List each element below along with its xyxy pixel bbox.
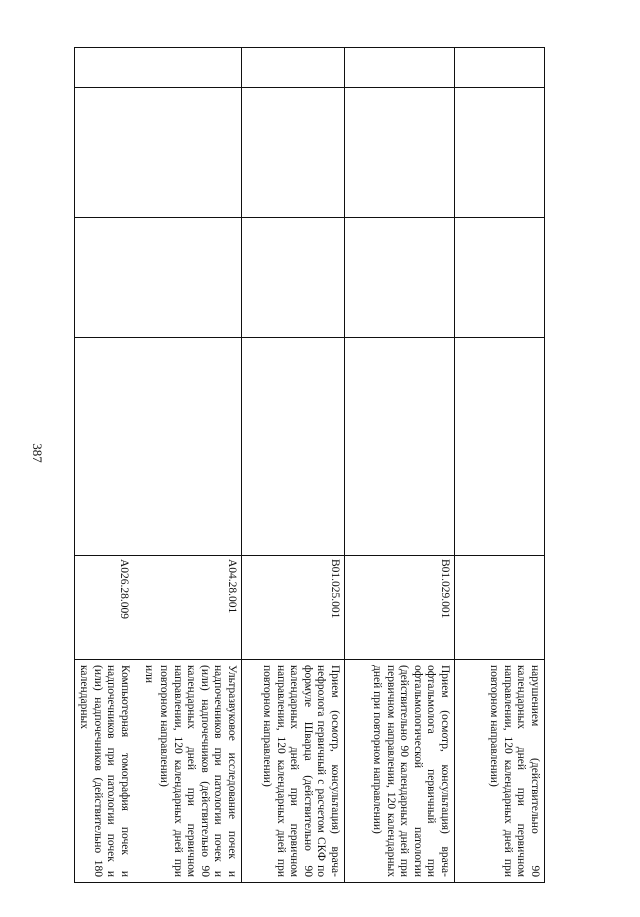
page-number: 387 — [30, 443, 45, 463]
service-code: A026.28.009 — [118, 559, 130, 620]
column-divider — [74, 555, 545, 556]
service-description: Прием (осмотр, консультация) врача-офтальмолога первичный при офтальмологической патологии (действительно 90 календарных дней при первичном направлении, 120 календарных дней при повторном направлении) — [371, 665, 451, 877]
column-divider — [74, 337, 545, 338]
or-label: или — [143, 665, 155, 684]
service-description: Прием (осмотр, консультация) врача-нефролога первичный с расчетом СКФ по формуле Шварца (действительно 90 календарных дней при первичном направлении, 120 календарных дней при повторном направлении) — [261, 665, 341, 877]
service-code: B01.025.001 — [329, 559, 341, 619]
service-code: B01.029.001 — [439, 559, 451, 619]
service-code: A04.28.001 — [226, 559, 238, 614]
column-divider — [74, 87, 545, 88]
service-description: нарушением (действительно 90 календарных дней при первичном направлении, 120 календарных дней при повторном направлении) — [488, 665, 541, 877]
service-description: Ультразвуковое исследование почек и надпочечников при патологии почек и (или) надпочечников (действительно 90 календарных дней при первичном направлении, 120 календарных дней при повторном направлении) — [158, 665, 238, 877]
service-description: Компьютерная томография почек и надпочечников при патологии почек и (или) надпочечников (действительно 180 календарных — [78, 665, 131, 877]
column-divider — [74, 217, 545, 218]
document-table — [74, 47, 545, 883]
